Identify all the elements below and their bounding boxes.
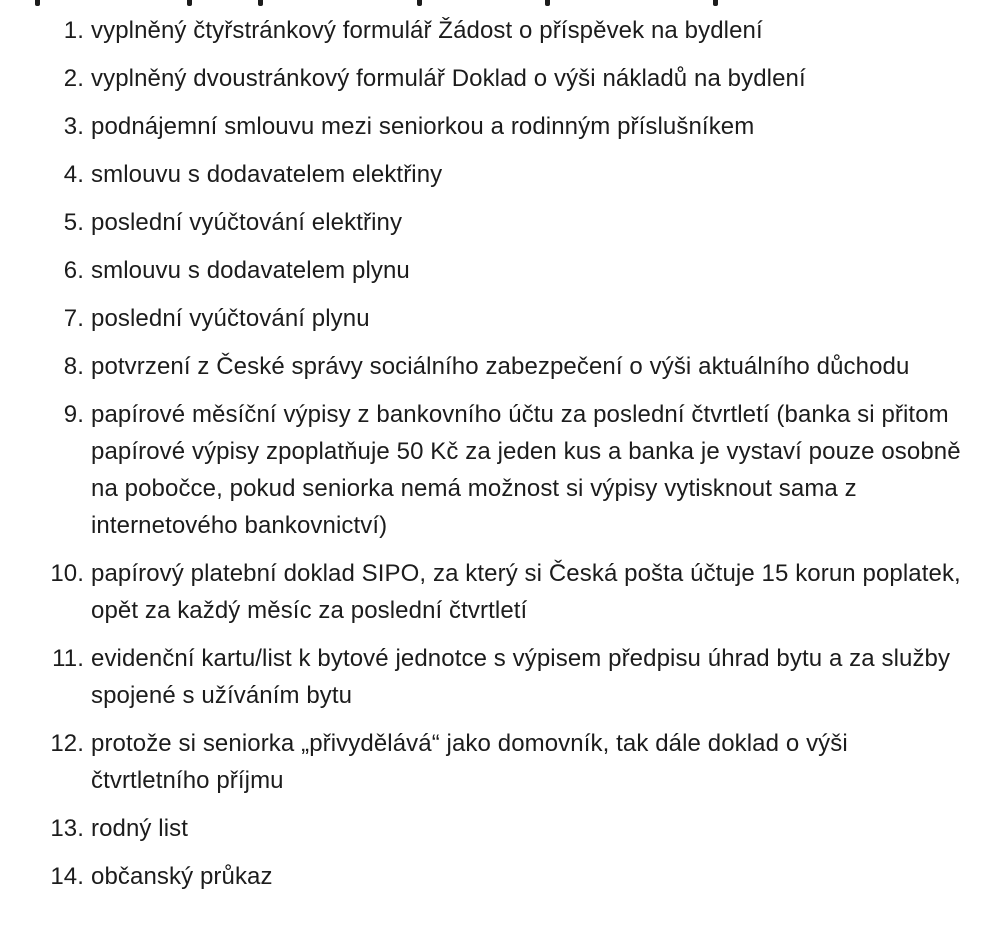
list-item <box>0 204 976 241</box>
list-item-number: 1. <box>63 17 84 44</box>
list-item-number: 6. <box>63 257 84 284</box>
list-item-number: 4. <box>63 161 84 188</box>
list-item-text: vyplněný čtyřstránkový formulář Žádost o příspěvek na bydlení <box>91 17 763 44</box>
list-item-text: podnájemní smlouvu mezi seniorkou a rodinným příslušníkem <box>91 113 755 140</box>
list-item-number: 5. <box>63 209 84 236</box>
list-item-number: 14. <box>50 863 84 890</box>
list-item <box>0 300 976 337</box>
list-item-number: 13. <box>50 815 84 842</box>
list-item <box>0 640 976 714</box>
document-numbered-list <box>0 12 976 906</box>
list-item-text: vyplněný dvoustránkový formulář Doklad o výši nákladů na bydlení <box>91 65 806 92</box>
list-item-number: 2. <box>63 65 84 92</box>
list-item <box>0 348 976 385</box>
list-item-number: 3. <box>63 113 84 140</box>
list-item <box>0 60 976 97</box>
list-item-number: 10. <box>50 560 84 587</box>
list-item <box>0 108 976 145</box>
clipped-previous-line <box>0 0 1000 8</box>
list-item-number: 8. <box>63 353 84 380</box>
list-item-number: 9. <box>63 401 84 428</box>
list-item-text: poslední vyúčtování plynu <box>91 305 370 332</box>
list-item-text: smlouvu s dodavatelem elektřiny <box>91 161 443 188</box>
list-item-text: smlouvu s dodavatelem plynu <box>91 257 410 284</box>
list-item-text: papírový platební doklad SIPO, za který si Česká pošta účtuje 15 korun poplatek, opět za každý měsíc za poslední čtvrtletí <box>91 560 961 624</box>
list-item-number: 12. <box>50 730 84 757</box>
list-item <box>0 252 976 289</box>
list-item <box>0 156 976 193</box>
list-item-text: protože si seniorka „přivydělává“ jako domovník, tak dále doklad o výši čtvrtletního příjmu <box>91 730 848 794</box>
list-item-text: občanský průkaz <box>91 863 273 890</box>
list-item <box>0 12 976 49</box>
list-item <box>0 725 976 799</box>
list-item-text: evidenční kartu/list k bytové jednotce s výpisem předpisu úhrad bytu a za služby spojené s užíváním bytu <box>91 645 951 709</box>
list-item-number: 7. <box>63 305 84 332</box>
list-item <box>0 555 976 629</box>
list-item-text: papírové měsíční výpisy z bankovního účtu za poslední čtvrtletí (banka si přitom papírové výpisy zpoplatňuje 50 Kč za jeden kus a banka je vystaví pouze osobně na pobočce, pokud seniorka nemá možnost si výpisy vytisknout sama z internetového bankovnictví) <box>91 401 961 539</box>
list-item-text: potvrzení z České správy sociálního zabezpečení o výši aktuálního důchodu <box>91 353 910 380</box>
list-item-number: 11. <box>52 645 84 672</box>
list-item <box>0 858 976 895</box>
list-item <box>0 396 976 544</box>
list-item-text: poslední vyúčtování elektřiny <box>91 209 403 236</box>
list-item-text: rodný list <box>91 815 189 842</box>
list-item <box>0 810 976 847</box>
